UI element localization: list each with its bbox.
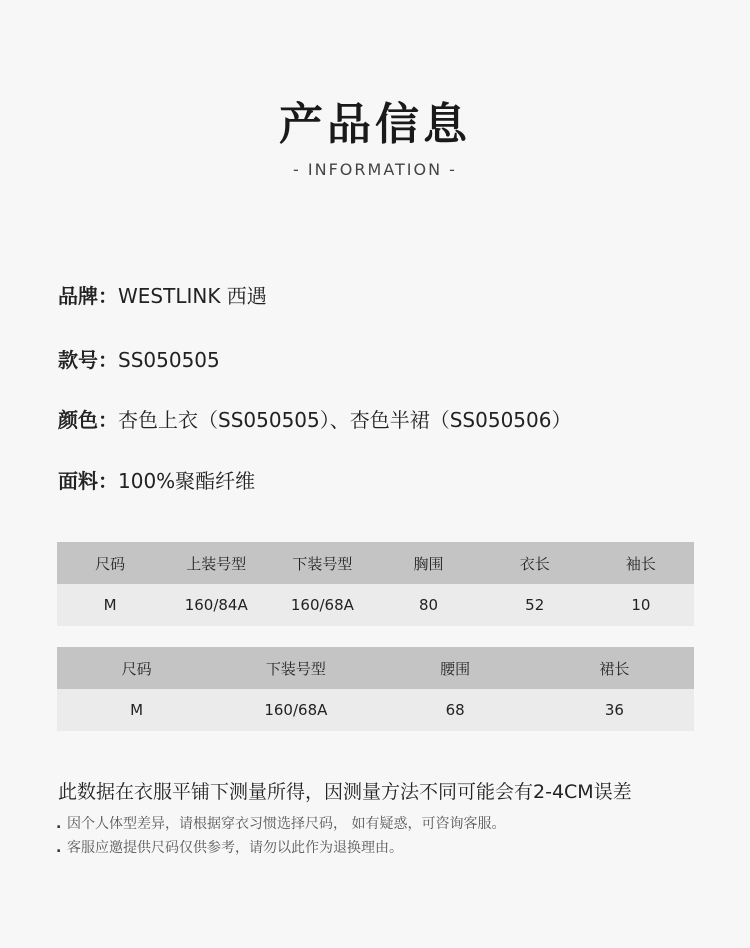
column-header: 裙长 bbox=[535, 647, 694, 689]
table-cell: 160/68A bbox=[269, 584, 375, 626]
table-cell: M bbox=[57, 584, 163, 626]
bullet-dot: . bbox=[56, 840, 62, 856]
page-subtitle: - INFORMATION - bbox=[293, 160, 457, 179]
measurement-note: 此数据在衣服平铺下测量所得，因测量方法不同可能会有2-4CM误差 bbox=[58, 781, 632, 803]
column-header: 下装号型 bbox=[269, 542, 375, 584]
note-bullet bbox=[56, 837, 403, 857]
info-value: SS050505 bbox=[118, 348, 220, 372]
table-cell: M bbox=[57, 689, 216, 731]
info-style-number bbox=[58, 344, 220, 373]
column-header: 腰围 bbox=[376, 647, 535, 689]
column-header: 上装号型 bbox=[163, 542, 269, 584]
info-label: 颜色： bbox=[58, 408, 118, 432]
info-value: WESTLINK 西遇 bbox=[118, 284, 267, 308]
table-row bbox=[57, 689, 694, 731]
page-title: 产品信息 bbox=[279, 99, 471, 150]
note-text: 因个人体型差异，请根据穿衣习惯选择尺码， 如有疑惑，可咨询客服。 bbox=[67, 816, 506, 832]
note-text: 客服应邀提供尺码仅供参考，请勿以此作为退换理由。 bbox=[67, 840, 403, 856]
bullet-dot: . bbox=[56, 816, 62, 832]
column-header: 衣长 bbox=[482, 542, 588, 584]
column-header: 下装号型 bbox=[216, 647, 375, 689]
size-table-skirt bbox=[57, 647, 694, 731]
table-cell: 10 bbox=[588, 584, 694, 626]
column-header: 尺码 bbox=[57, 542, 163, 584]
info-label: 面料： bbox=[58, 469, 118, 493]
info-label: 款号： bbox=[58, 348, 118, 372]
table-header-row bbox=[57, 647, 694, 689]
table-row bbox=[57, 584, 694, 626]
info-brand bbox=[58, 280, 267, 309]
column-header: 胸围 bbox=[375, 542, 481, 584]
column-header: 袖长 bbox=[588, 542, 694, 584]
table-cell: 52 bbox=[482, 584, 588, 626]
table-cell: 80 bbox=[375, 584, 481, 626]
table-cell: 36 bbox=[535, 689, 694, 731]
table-cell: 160/68A bbox=[216, 689, 375, 731]
note-bullet bbox=[56, 813, 505, 833]
info-value: 100%聚酯纤维 bbox=[118, 469, 256, 493]
table-header-row bbox=[57, 542, 694, 584]
table-cell: 68 bbox=[376, 689, 535, 731]
info-label: 品牌： bbox=[58, 284, 118, 308]
info-fabric bbox=[58, 465, 255, 494]
table-cell: 160/84A bbox=[163, 584, 269, 626]
column-header: 尺码 bbox=[57, 647, 216, 689]
info-value: 杏色上衣（SS050505）、杏色半裙（SS050506） bbox=[118, 408, 572, 432]
info-color bbox=[58, 404, 571, 433]
size-table-set bbox=[57, 542, 694, 626]
